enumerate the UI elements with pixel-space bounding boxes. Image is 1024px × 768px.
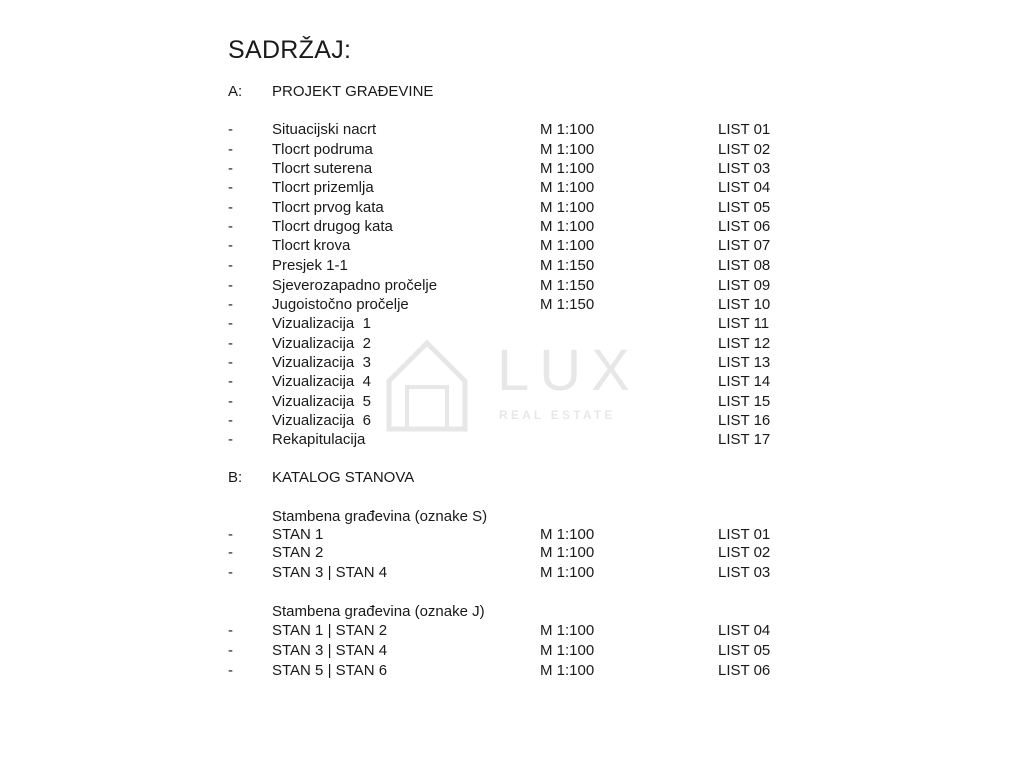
section-a-letter: A: (228, 83, 243, 100)
row-name: Presjek 1-1 (272, 257, 348, 274)
row-list: LIST 12 (718, 335, 771, 352)
row-dash: - (228, 160, 233, 177)
row-dash: - (228, 393, 233, 410)
row-scale: M 1:100 (540, 526, 595, 543)
row-list: LIST 05 (718, 642, 771, 659)
row-scale: M 1:100 (540, 564, 595, 581)
watermark-tagline: REAL ESTATE (499, 408, 616, 422)
row-name: Vizualizacija 2 (272, 335, 371, 352)
row-scale: M 1:100 (540, 662, 595, 679)
row-dash: - (228, 622, 233, 639)
row-dash: - (228, 544, 233, 561)
row-scale: M 1:150 (540, 277, 595, 294)
section-a-heading: PROJEKT GRAĐEVINE (272, 83, 434, 100)
group-j-subheading: Stambena građevina (oznake J) (272, 603, 485, 620)
row-name: Vizualizacija 6 (272, 412, 371, 429)
row-name: STAN 3 | STAN 4 (272, 642, 388, 659)
section-b-letter: B: (228, 469, 243, 486)
row-dash: - (228, 526, 233, 543)
row-list: LIST 01 (718, 526, 771, 543)
row-name: Tlocrt krova (272, 237, 351, 254)
row-scale: M 1:100 (540, 121, 595, 138)
row-name: Situacijski nacrt (272, 121, 377, 138)
row-scale: M 1:150 (540, 257, 595, 274)
row-dash: - (228, 121, 233, 138)
row-dash: - (228, 642, 233, 659)
row-list: LIST 02 (718, 544, 771, 561)
row-name: Vizualizacija 3 (272, 354, 371, 371)
row-name: STAN 1 | STAN 2 (272, 622, 388, 639)
row-list: LIST 03 (718, 160, 771, 177)
row-list: LIST 01 (718, 121, 771, 138)
row-dash: - (228, 296, 233, 313)
row-scale: M 1:100 (540, 544, 595, 561)
row-list: LIST 14 (718, 373, 771, 390)
row-scale: M 1:100 (540, 218, 595, 235)
row-dash: - (228, 412, 233, 429)
row-name: Tlocrt prvog kata (272, 199, 384, 216)
row-name: Vizualizacija 1 (272, 315, 371, 332)
group-s-subheading: Stambena građevina (oznake S) (272, 508, 488, 525)
row-dash: - (228, 141, 233, 158)
row-dash: - (228, 354, 233, 371)
row-name: Tlocrt suterena (272, 160, 373, 177)
row-scale: M 1:100 (540, 141, 595, 158)
section-b-heading: KATALOG STANOVA (272, 469, 415, 486)
row-name: Vizualizacija 4 (272, 373, 371, 390)
row-list: LIST 09 (718, 277, 771, 294)
row-dash: - (228, 431, 233, 448)
row-dash: - (228, 277, 233, 294)
row-name: Jugoistočno pročelje (272, 296, 409, 313)
page-title: SADRŽAJ: (228, 36, 352, 64)
house-outline-icon (385, 337, 469, 433)
row-list: LIST 15 (718, 393, 771, 410)
row-dash: - (228, 199, 233, 216)
row-list: LIST 05 (718, 199, 771, 216)
row-list: LIST 04 (718, 179, 771, 196)
row-list: LIST 16 (718, 412, 771, 429)
row-list: LIST 08 (718, 257, 771, 274)
row-dash: - (228, 218, 233, 235)
row-name: STAN 5 | STAN 6 (272, 662, 388, 679)
row-scale: M 1:150 (540, 296, 595, 313)
row-name: Rekapitulacija (272, 431, 366, 448)
row-name: Tlocrt prizemlja (272, 179, 374, 196)
row-dash: - (228, 373, 233, 390)
row-scale: M 1:100 (540, 642, 595, 659)
row-scale: M 1:100 (540, 199, 595, 216)
row-scale: M 1:100 (540, 160, 595, 177)
row-list: LIST 06 (718, 662, 771, 679)
row-scale: M 1:100 (540, 622, 595, 639)
row-list: LIST 04 (718, 622, 771, 639)
row-list: LIST 02 (718, 141, 771, 158)
row-dash: - (228, 335, 233, 352)
row-dash: - (228, 564, 233, 581)
row-dash: - (228, 315, 233, 332)
row-dash: - (228, 237, 233, 254)
row-list: LIST 13 (718, 354, 771, 371)
row-list: LIST 06 (718, 218, 771, 235)
row-dash: - (228, 179, 233, 196)
row-dash: - (228, 257, 233, 274)
row-scale: M 1:100 (540, 237, 595, 254)
row-list: LIST 07 (718, 237, 771, 254)
watermark (385, 337, 645, 437)
row-name: Sjeverozapadno pročelje (272, 277, 438, 294)
row-list: LIST 17 (718, 431, 771, 448)
row-name: Vizualizacija 5 (272, 393, 371, 410)
row-list: LIST 10 (718, 296, 771, 313)
row-name: STAN 3 | STAN 4 (272, 564, 388, 581)
row-list: LIST 03 (718, 564, 771, 581)
watermark-brand: LUX (497, 338, 640, 403)
row-dash: - (228, 662, 233, 679)
row-list: LIST 11 (718, 315, 770, 332)
row-name: STAN 1 (272, 526, 324, 543)
row-scale: M 1:100 (540, 179, 595, 196)
row-name: Tlocrt podruma (272, 141, 373, 158)
row-name: Tlocrt drugog kata (272, 218, 393, 235)
row-name: STAN 2 (272, 544, 324, 561)
